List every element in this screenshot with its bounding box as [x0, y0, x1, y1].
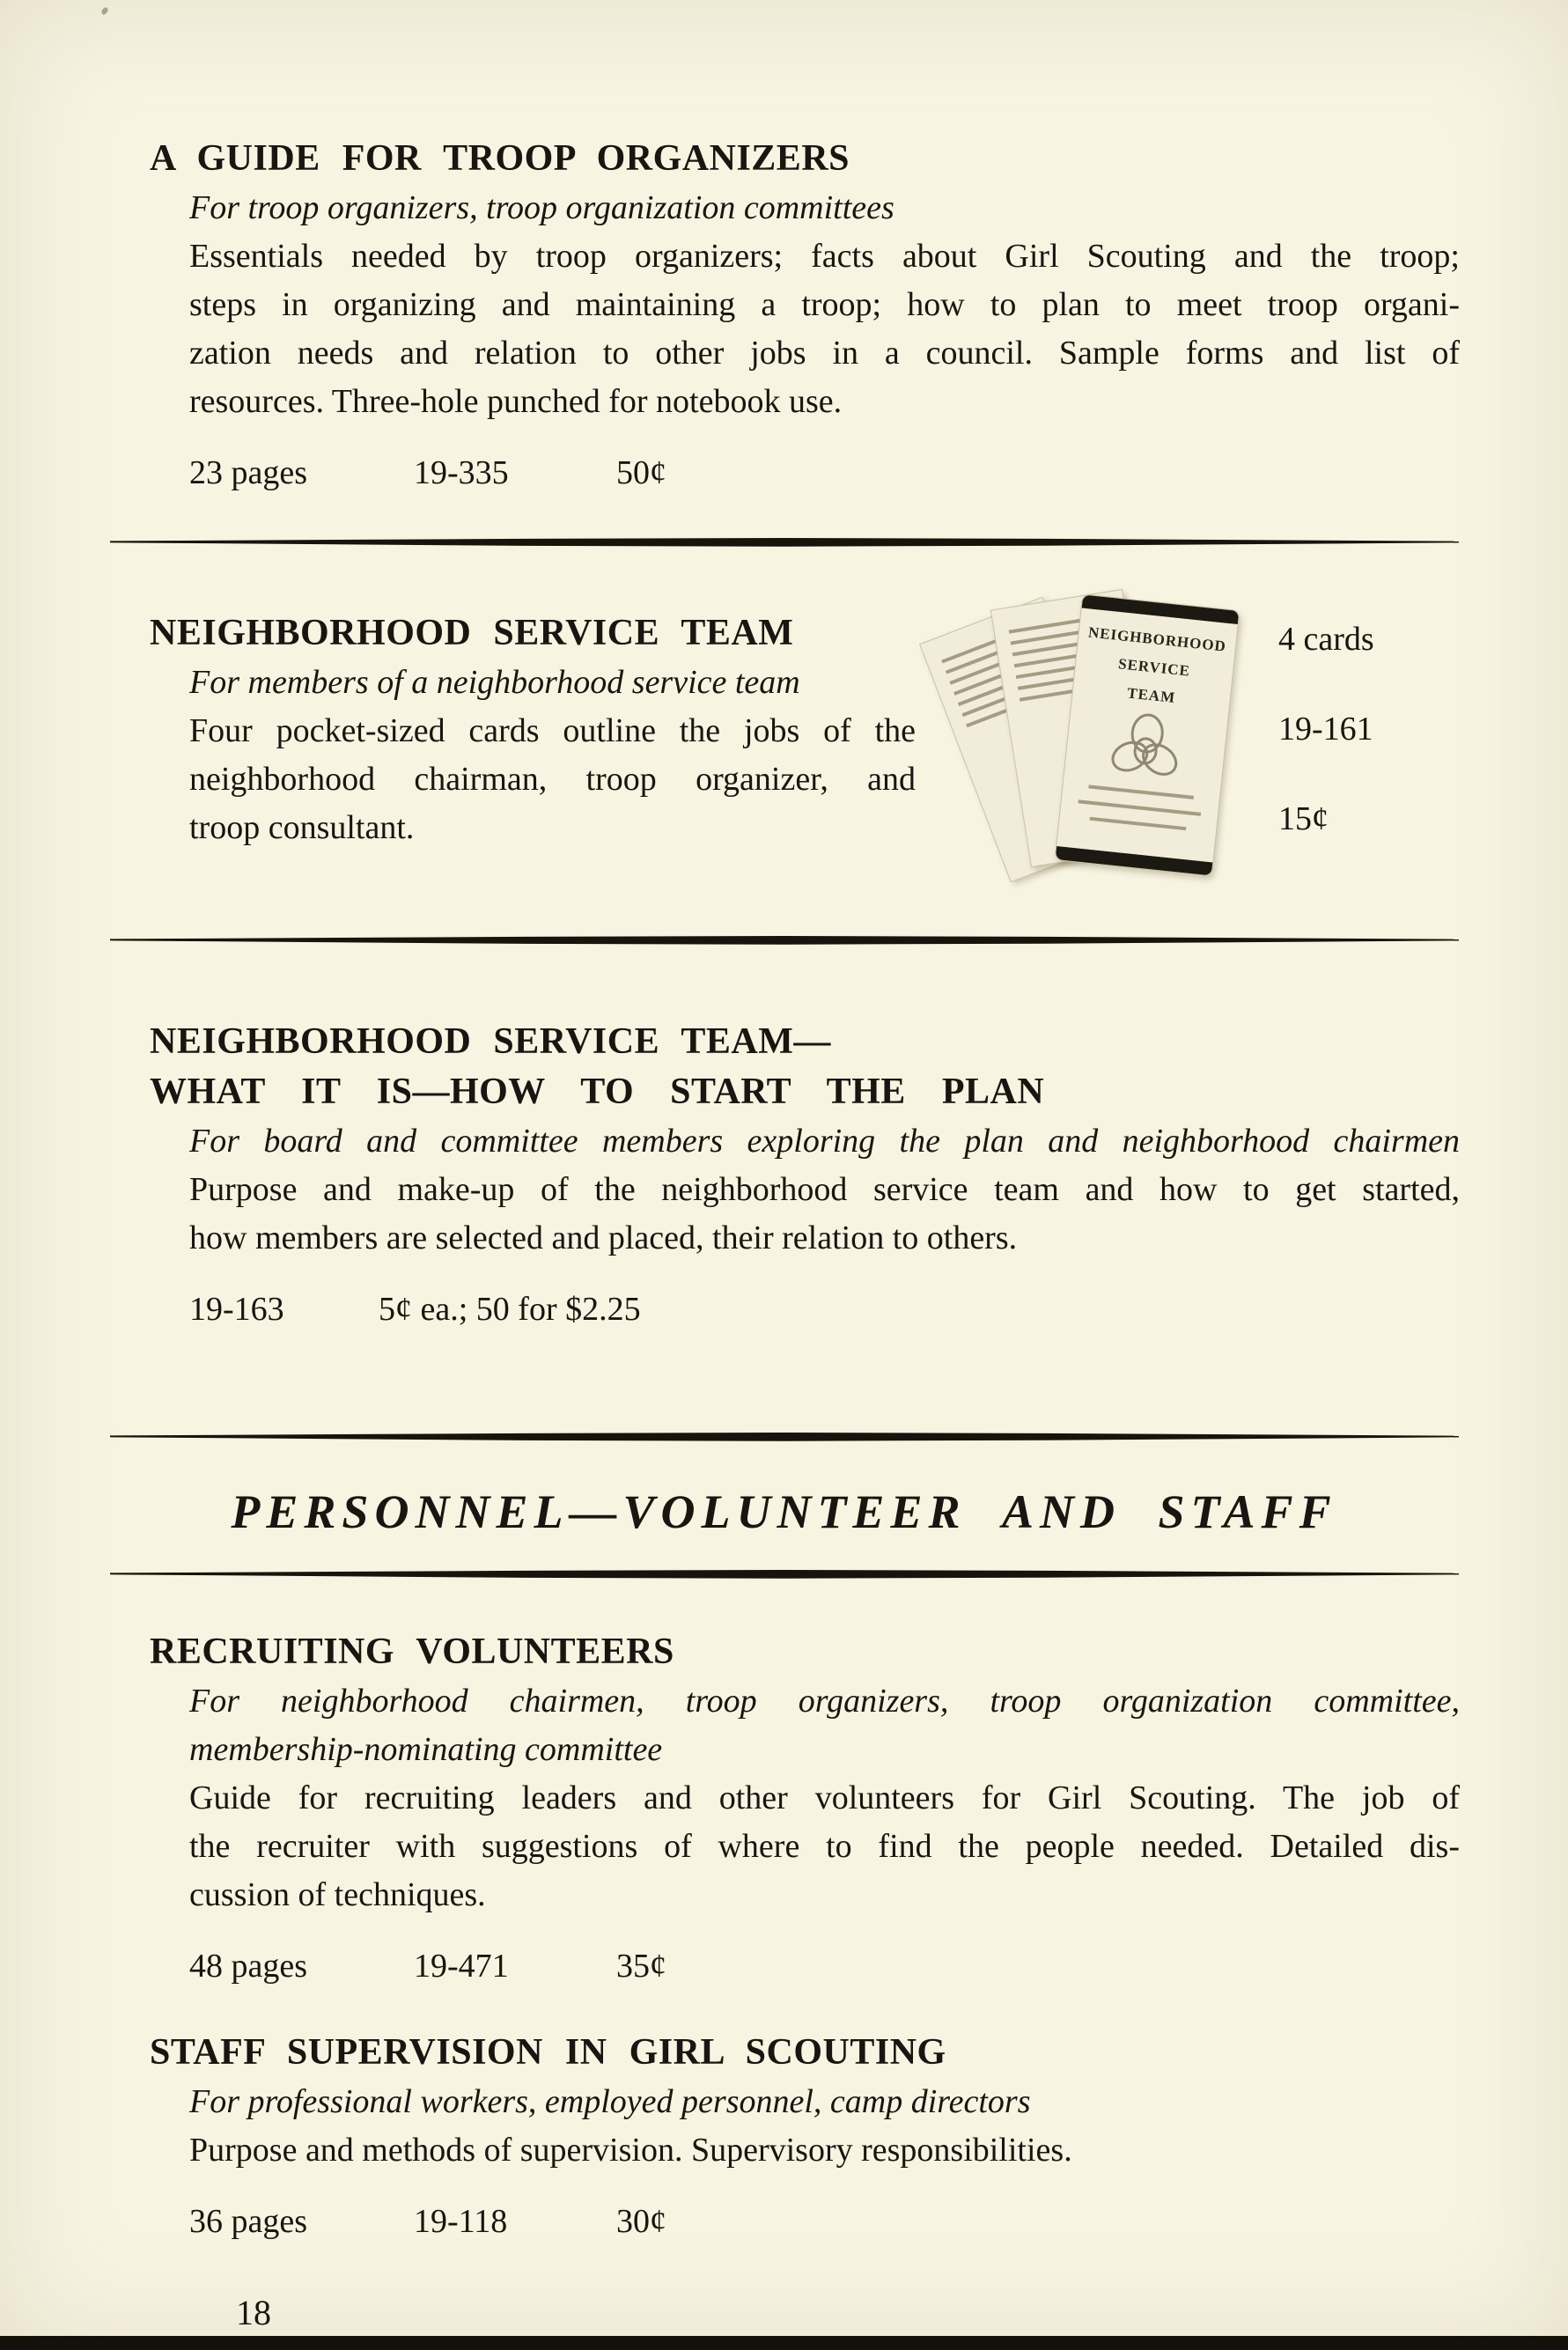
card-top-bar [1082, 595, 1240, 625]
section-recruiting-volunteers [0, 1627, 1568, 1991]
body-line: Purpose and make-up of the neighborhood service team and how to get started, [189, 1171, 1460, 1208]
spindle-rule [110, 1570, 1459, 1579]
price: 15¢ [1278, 800, 1329, 837]
card-front [1055, 593, 1240, 876]
price: 30¢ [616, 2203, 666, 2240]
section-title: NEIGHBORHOOD SERVICE TEAM [150, 613, 794, 653]
section-title: A GUIDE FOR TROOP ORGANIZERS [150, 138, 850, 179]
order-info-column [1278, 615, 1374, 885]
section-title-line: NEIGHBORHOOD SERVICE TEAM— [150, 1021, 831, 1062]
spindle-rule [110, 538, 1459, 547]
body-line: Guide for recruiting leaders and other volunteers for Girl Scouting. The job of [189, 1779, 1460, 1816]
part-header-personnel: PERSONNEL—VOLUNTEER AND STAFF [231, 1485, 1337, 1538]
body-line: resources. Three-hole punched for notebook use. [189, 383, 843, 420]
body-line: Purpose and methods of supervision. Supervisory responsibilities. [189, 2132, 1072, 2169]
section-staff-supervision [0, 2028, 1568, 2246]
body-line: Four pocket-sized cards outline the jobs of the [189, 712, 916, 749]
order-line [189, 1286, 1568, 1334]
card-title-line: SERVICE [1117, 655, 1191, 680]
section-title: STAFF SUPERVISION IN GIRL SCOUTING [150, 2032, 946, 2073]
page-count: 36 pages [189, 2203, 308, 2240]
price: 50¢ [616, 454, 666, 491]
card-title-line: NEIGHBORHOOD [1087, 623, 1227, 655]
section-neighborhood-service-team [0, 608, 1568, 852]
catalog-number: 19-471 [414, 1948, 509, 1985]
section-body [189, 232, 1460, 426]
girl-scout-trefoil-icon [1104, 709, 1187, 789]
page-count: 23 pages [189, 454, 308, 491]
body-line: zation needs and relation to other jobs in a council. Sample forms and list of [189, 335, 1460, 372]
audience-line: For members of a neighborhood service team [189, 664, 800, 701]
quantity: 4 cards [1278, 621, 1374, 658]
price: 35¢ [616, 1948, 666, 1985]
price: 5¢ ea.; 50 for $2.25 [379, 1291, 641, 1328]
card-title-line: TEAM [1126, 684, 1177, 707]
section-title: RECRUITING VOLUNTEERS [150, 1632, 674, 1672]
body-line: how members are selected and placed, their relation to others. [189, 1219, 1018, 1256]
section-guide-for-troop-organizers [0, 134, 1568, 497]
spindle-rule [110, 1433, 1459, 1441]
page-number: 18 [236, 2293, 271, 2332]
section-nst-what-it-is [0, 1017, 1568, 1334]
audience-line: membership-nominating committee [189, 1731, 663, 1768]
order-line [189, 2198, 1568, 2246]
body-line: cussion of techniques. [189, 1876, 486, 1913]
audience-line: For professional workers, employed personnel, camp directors [189, 2083, 1031, 2120]
audience-line: For board and committee members exploring the plan and neighborhood chairmen [189, 1123, 1460, 1160]
body-line: troop consultant. [189, 809, 415, 846]
audience-lines [189, 1677, 1460, 1774]
product-photo-cards [955, 593, 1281, 888]
spindle-rule [110, 936, 1459, 945]
catalog-number: 19-163 [189, 1291, 284, 1328]
page-count: 48 pages [189, 1948, 308, 1985]
order-line [189, 449, 1568, 497]
body-line: steps in organizing and maintaining a troop; how to plan to meet troop organi- [189, 286, 1460, 323]
audience-line: For troop organizers, troop organization committees [189, 189, 894, 226]
section-body [189, 1774, 1460, 1919]
scan-edge-bar [0, 2336, 1568, 2350]
card-bottom-bar [1056, 846, 1213, 876]
catalog-number: 19-161 [1278, 711, 1373, 748]
body-line: the recruiter with suggestions of where to find the people needed. Detailed dis- [189, 1828, 1460, 1865]
section-body [189, 1166, 1460, 1263]
order-line [189, 1942, 1568, 1991]
section-body [189, 707, 916, 852]
body-line: neighborhood chairman, troop organizer, and [189, 761, 916, 798]
section-body [189, 2126, 1460, 2175]
catalog-number: 19-335 [414, 454, 509, 491]
audience-line: For neighborhood chairmen, troop organizers, troop organization committee, [189, 1683, 1460, 1720]
catalog-number: 19-118 [414, 2203, 508, 2240]
section-title-line: WHAT IT IS—HOW TO START THE PLAN [150, 1072, 1045, 1112]
body-line: Essentials needed by troop organizers; facts about Girl Scouting and the troop; [189, 238, 1460, 275]
